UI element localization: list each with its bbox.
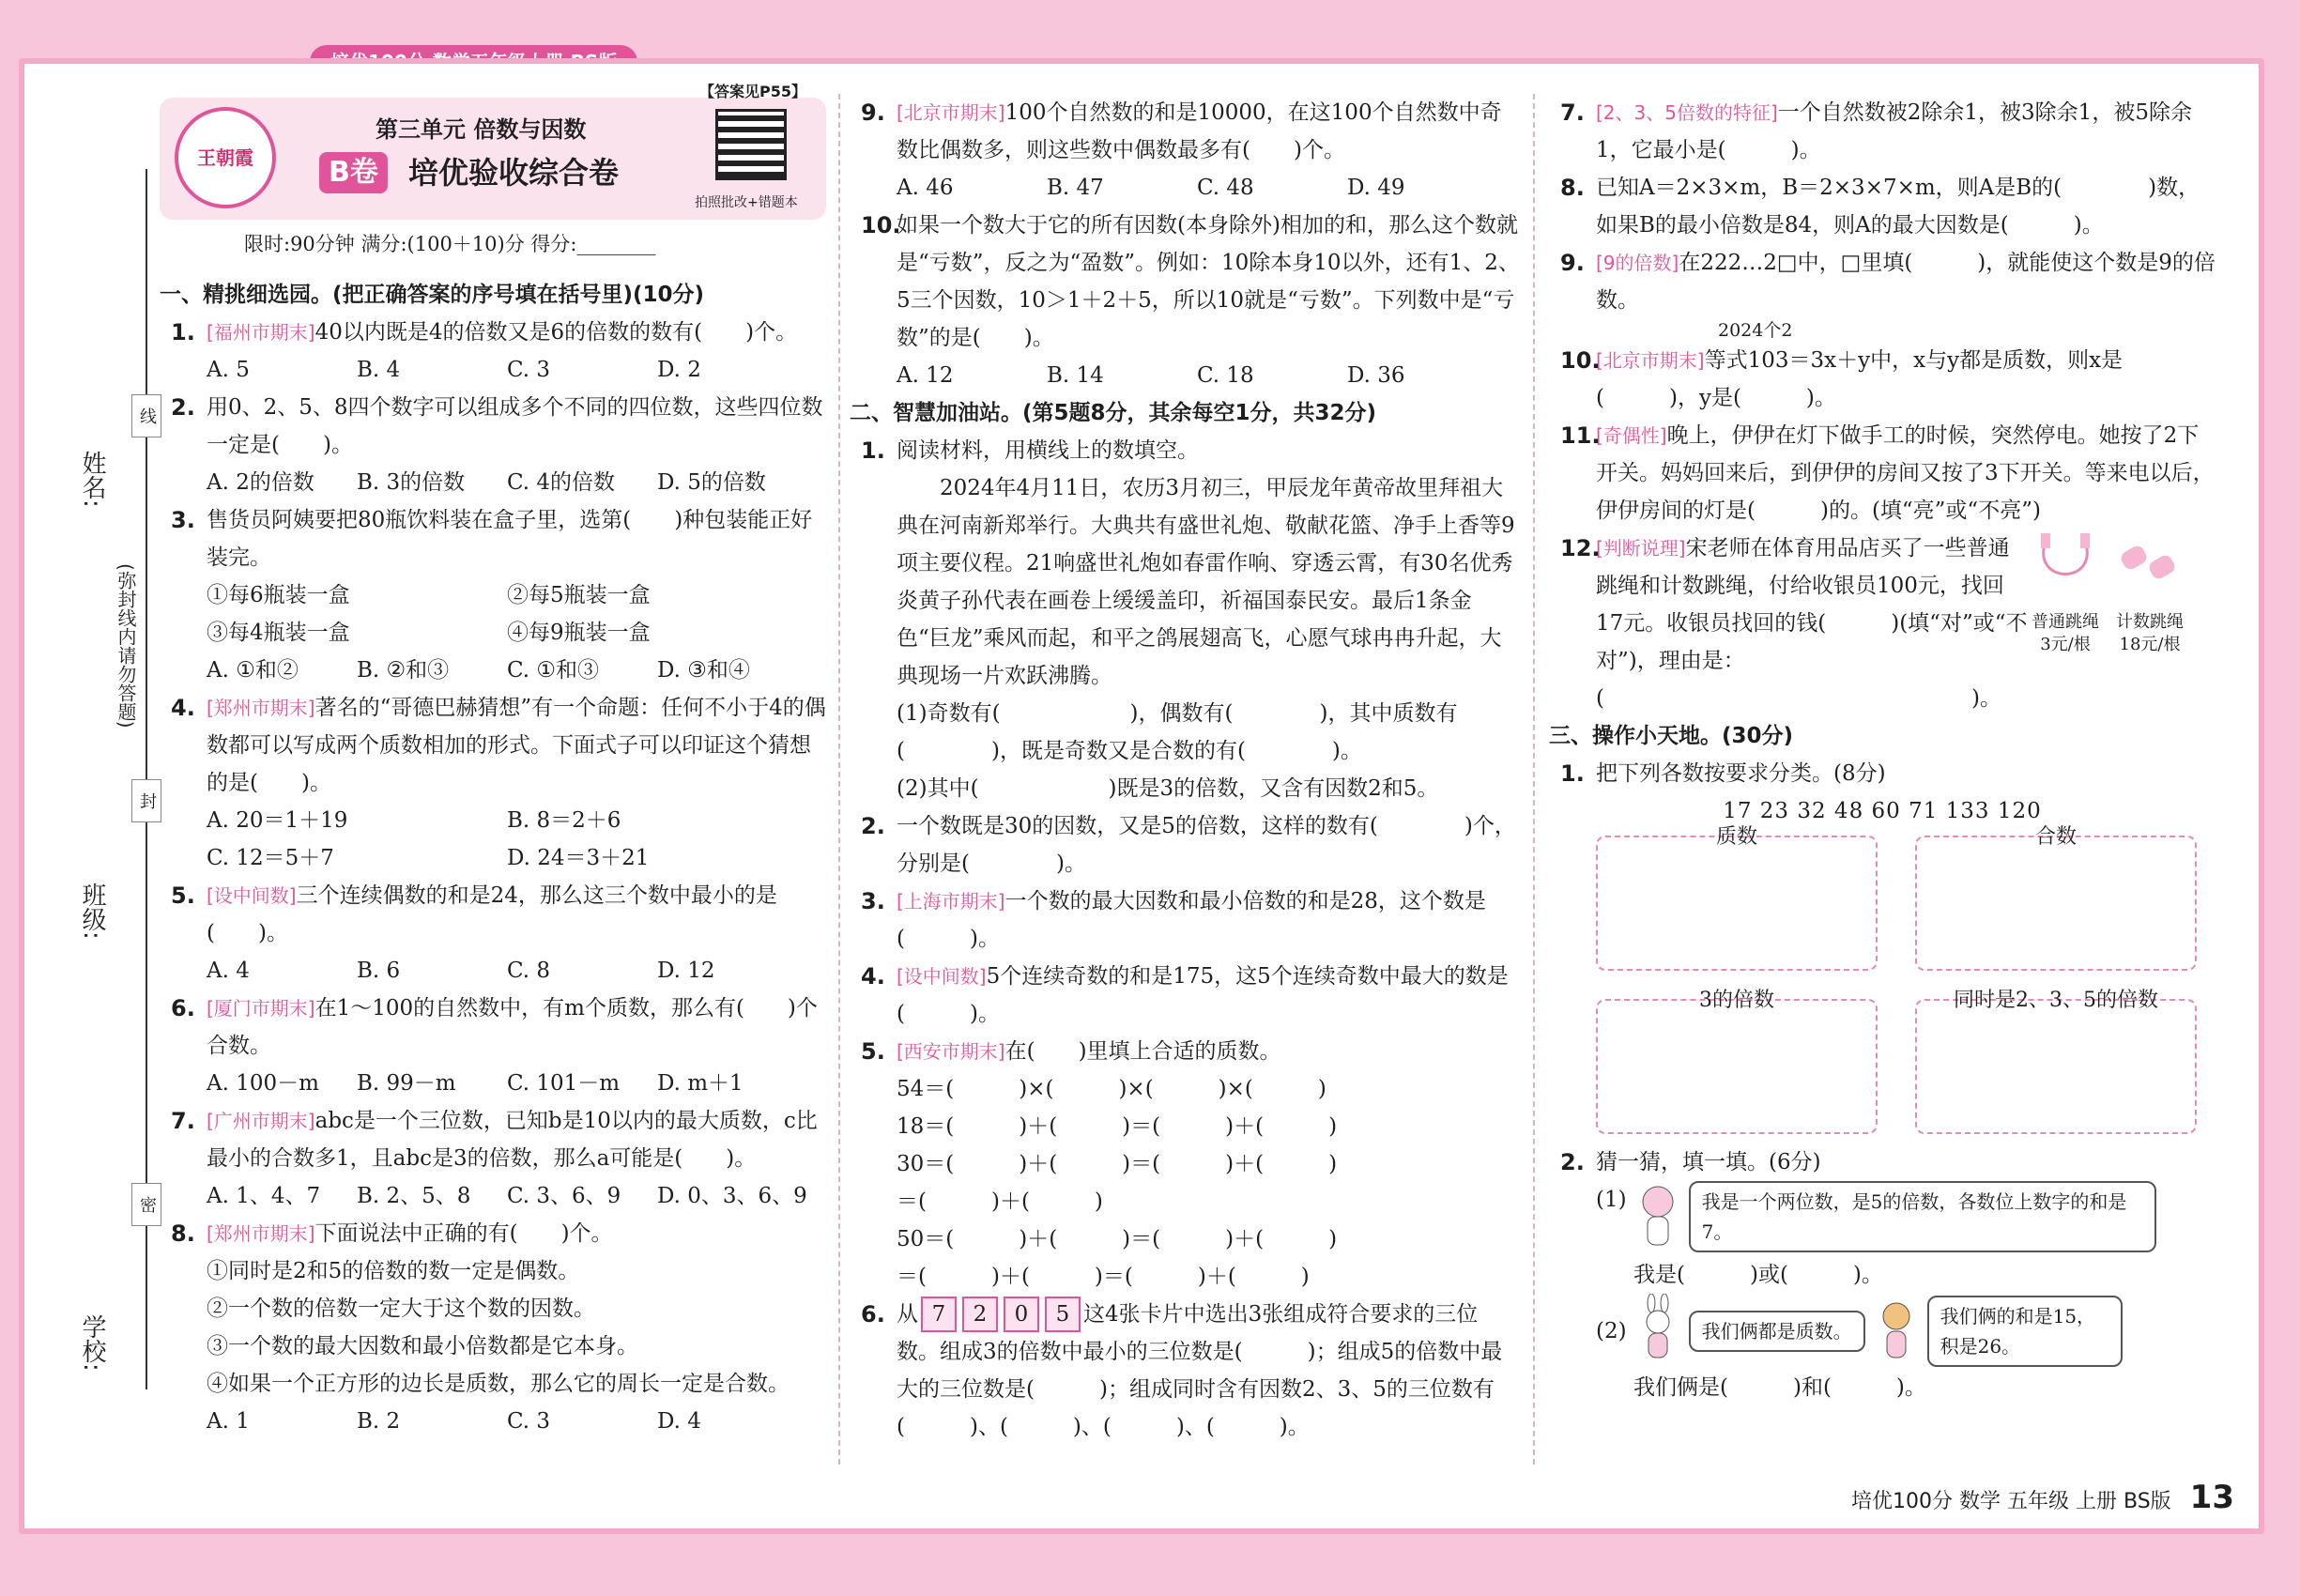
question-number: 10.: [1560, 347, 1601, 374]
fill-5: [850, 1033, 1521, 1070]
exam-limits: 限时:90分钟 满分:(100＋10)分 得分:________: [244, 233, 656, 255]
question-number: 12.: [1560, 535, 1601, 561]
reading-passage: 2024年4月11日，农历3月初三，甲辰龙年黄帝故里拜祖大典在河南新郑举行。大典共有盛世礼炮、敬献花篮、净手上香等9项主要仪程。21响盛世礼炮如春雷作响、穿透云霄，有30名优秀炎黄子孙代表在画卷上缓缓盖印，祈福国泰民安。最后1条金色“巨龙”乘风而起，和平之鸽展翅高飞，心愿气球冉冉升起，大典现场一片欢跃沸腾。: [897, 476, 1515, 688]
question-text: abc是一个三位数，已知b是10以内的最大质数，c比最小的合数多1，且abc是3的倍数，那么a可能是( )。: [207, 1109, 818, 1171]
column-2: [850, 94, 1521, 1446]
box-label: 合数: [2034, 825, 2077, 849]
option[interactable]: A. 46: [897, 176, 954, 200]
option[interactable]: A. 5: [207, 358, 250, 382]
option[interactable]: A. 4: [207, 959, 250, 983]
choice: ①每6瓶装一盒: [207, 583, 350, 607]
section-1-heading: 一、精挑细选园。(把正确答案的序号填在括号里)(10分): [160, 283, 705, 307]
class-field-label: 班级:: [78, 882, 106, 940]
speech-bubble: 我们俩都是质数。: [1689, 1311, 1865, 1352]
answer-reference: 【答案见P55】: [699, 83, 806, 100]
option[interactable]: C. 4的倍数: [507, 470, 616, 495]
page-number: 13: [2189, 1479, 2234, 1516]
options: [160, 802, 826, 877]
option[interactable]: A. 1、4、7: [207, 1184, 321, 1208]
volume-badge: B卷: [319, 152, 388, 193]
seal-note: (弥封线内请勿答题): [115, 563, 137, 729]
question-text: 猜一猜，填一填。(6分): [1596, 1150, 1821, 1174]
question-text: 已知A＝2×3×m，B＝2×3×7×m，则A是B的( )数，如果B的最小倍数是84，则A的最大因数是( )。: [1596, 176, 2200, 238]
classification-boxes: [1596, 825, 2216, 1134]
question-number: 5.: [171, 882, 195, 909]
question-number: 9.: [1560, 250, 1585, 276]
question-number: 2.: [861, 813, 885, 839]
question-text: 一个自然数被2除余1，被3除余1，被5除余1，它最小是( )。: [1596, 100, 2192, 162]
rope-price: 18元/根: [2119, 635, 2181, 654]
question-6: [160, 990, 826, 1065]
option[interactable]: C. 8: [507, 959, 551, 983]
number-list: 17 23 32 48 60 71 133 120: [1723, 799, 2042, 823]
question-number: 5.: [861, 1038, 885, 1065]
options: [160, 1403, 826, 1440]
page-footer: [1851, 1479, 2234, 1516]
option[interactable]: D. 5的倍数: [657, 470, 766, 495]
qr-code-icon[interactable]: [715, 109, 787, 180]
option[interactable]: A. 100－m: [207, 1071, 319, 1096]
question-number: 3.: [171, 507, 195, 533]
options: [160, 652, 826, 689]
option[interactable]: C. 101－m: [507, 1071, 621, 1096]
fill-11: [1549, 417, 2216, 529]
source-tag: [郑州市期末]: [207, 1222, 315, 1245]
source-tag: [郑州市期末]: [207, 697, 315, 719]
question-text: 三个连续偶数的和是24，那么这三个数中最小的是( )。: [207, 883, 777, 945]
number-card: 7: [921, 1297, 957, 1332]
option[interactable]: B. 99－m: [357, 1071, 456, 1096]
question-text: 这4张卡片中选出3张组成符合要求的三位数。组成3的倍数中最小的三位数是( )；组成5的倍数中最大的三位数是( )；组成同时含有因数2、3、5的三位数有( )、( )、( )、( )。: [897, 1302, 1503, 1439]
question-7: [160, 1102, 826, 1177]
source-tag: [西安市期末]: [897, 1040, 1005, 1063]
option[interactable]: D. ③和④: [657, 658, 750, 683]
sub-label: (1): [1596, 1188, 1627, 1212]
option[interactable]: D. 4: [657, 1409, 701, 1434]
question-number: 7.: [171, 1108, 195, 1134]
option[interactable]: B. 3的倍数: [357, 470, 466, 495]
option[interactable]: C. 12＝5＋7: [207, 846, 334, 870]
source-tag: [奇偶性]: [1596, 424, 1667, 447]
option[interactable]: C. 18: [1197, 363, 1254, 388]
column-divider: [838, 94, 840, 1465]
answer-line: 我是( )或( )。: [1633, 1263, 1883, 1287]
option[interactable]: C. 3: [507, 1409, 551, 1434]
exam-title: 培优验收综合卷: [408, 155, 620, 191]
option[interactable]: B. 47: [1047, 176, 1104, 200]
question-5: [160, 877, 826, 952]
statement: ②一个数的倍数一定大于这个数的因数。: [207, 1297, 595, 1321]
question-9: [850, 94, 1521, 169]
seal-mark-mi: 密: [131, 1183, 161, 1226]
question-text: 把下列各数按要求分类。(8分): [1596, 761, 1886, 786]
fill-10: [1549, 342, 2216, 417]
seal-mark-feng: 封: [131, 779, 161, 822]
question-8: [160, 1215, 826, 1252]
question-3: [160, 501, 826, 576]
question-number: 11.: [1560, 422, 1601, 449]
guess-1: [1549, 1181, 2216, 1256]
sub-label: (2): [1596, 1319, 1627, 1343]
source-tag: [9的倍数]: [1596, 252, 1679, 274]
statement: ③一个数的最大因数和最小倍数都是它本身。: [207, 1334, 638, 1358]
source-tag: [判断说理]: [1596, 537, 1686, 560]
column-1: [160, 84, 826, 1440]
question-text: 如果一个数大于它的所有因数(本身除外)相加的和，那么这个数就是“亏数”，反之为“盈数”。例如：10除本身10以外，还有1、2、5三个因数，10＞1＋2＋5，所以10就是“亏数”。下列数中是“亏数”的是( )。: [897, 213, 1520, 350]
speech-bubble: 我们俩的和是15，积是26。: [1927, 1296, 2123, 1367]
question-number: 6.: [861, 1301, 885, 1327]
question-text: 在222…2□中，□里填( )，就能使这个数是9的倍数。: [1596, 251, 2216, 313]
box-label: 同时是2、3、5的倍数: [1954, 989, 2158, 1012]
option[interactable]: B. 2: [357, 1409, 401, 1434]
source-tag: [福州市期末]: [207, 321, 315, 344]
box-primes[interactable]: [1596, 825, 1878, 971]
source-tag: [广州市期末]: [207, 1110, 315, 1132]
question-number: 2.: [171, 394, 195, 421]
exam-header: [160, 83, 826, 220]
equation-line: 18＝( )＋( )＝( )＋( ): [897, 1114, 1338, 1139]
question-text: 40以内既是4的倍数又是6的倍数的数有( )个。: [314, 320, 798, 345]
option[interactable]: D. 49: [1347, 176, 1405, 200]
op-2: [1549, 1143, 2216, 1181]
rope-name: 计数跳绳: [2116, 612, 2184, 632]
school-field-label: 学校:: [78, 1314, 106, 1372]
rope-item: [2112, 529, 2187, 717]
sub-question: (1)奇数有( )，偶数有( )，其中质数有( )，既是奇数又是合数的有( )。: [897, 701, 1458, 763]
option[interactable]: A. ①和②: [207, 658, 299, 683]
rope-name: 普通跳绳: [2032, 612, 2099, 632]
column-3: [1549, 94, 2216, 1406]
jump-rope-icon: [2028, 529, 2103, 605]
option[interactable]: A. 20＝1＋19: [207, 808, 348, 833]
op-1: [1549, 755, 2216, 792]
fill-12-text: [1596, 529, 2028, 717]
statement: ④如果一个正方形的边长是质数，那么它的周长一定是合数。: [207, 1372, 790, 1396]
question-number: 10.: [861, 212, 901, 238]
option[interactable]: D. 12: [657, 959, 715, 983]
question-text: 售货员阿姨要把80瓶饮料装在盒子里，选第( )种包装能正好装完。: [207, 508, 813, 570]
question-number: 8.: [171, 1220, 195, 1247]
question-number: 2.: [1560, 1149, 1585, 1175]
options: [160, 351, 826, 389]
equation-line: 54＝( )×( )×( )×( ): [897, 1077, 1326, 1101]
question-text: 5个连续奇数的和是175，这5个连续奇数中最大的数是( )。: [897, 964, 1509, 1026]
statement: ①同时是2和5的倍数的数一定是偶数。: [207, 1259, 580, 1283]
question-number: 4.: [171, 695, 195, 721]
fill-3: [850, 882, 1521, 958]
choice: ③每4瓶装一盒: [207, 621, 350, 645]
option[interactable]: B. ②和③: [357, 658, 450, 683]
question-text: 著名的“哥德巴赫猜想”有一个命题：任何不小于4的偶数都可以写成两个质数相加的形式。下面式子可以印证这个猜想的是( )。: [207, 696, 826, 795]
brand-logo: 王朝霞: [175, 107, 276, 208]
question-number: 1.: [861, 437, 885, 464]
seal-mark-line: 线: [131, 394, 161, 437]
question-number: 1.: [171, 319, 195, 345]
option[interactable]: A. 12: [897, 363, 954, 388]
fill-8: [1549, 169, 2216, 244]
fill-2: [850, 807, 1521, 882]
source-tag: [北京市期末]: [897, 101, 1005, 124]
footer-text: 培优100分 数学 五年级 上册 BS版: [1851, 1490, 2171, 1513]
source-tag: [设中间数]: [897, 965, 987, 988]
options: [160, 1177, 826, 1215]
rope-item: [2028, 529, 2103, 717]
option[interactable]: D. 24＝3＋21: [507, 846, 650, 870]
rabbit-icon: [1634, 1294, 1681, 1369]
question-text: 下面说法中正确的有( )个。: [314, 1221, 613, 1246]
question-1: [160, 314, 826, 351]
option[interactable]: B. 2、5、8: [357, 1184, 471, 1208]
equation-line: ＝( )＋( )＝( )＋( ): [897, 1265, 1310, 1289]
option[interactable]: C. 3: [507, 358, 551, 382]
box-label: 质数: [1715, 825, 1757, 849]
question-text: 阅读材料，用横线上的数填空。: [897, 438, 1199, 463]
option[interactable]: C. 3、6、9: [507, 1184, 621, 1208]
question-number: 6.: [171, 995, 195, 1021]
brace-label: 2024个2: [1718, 320, 1793, 341]
option[interactable]: B. 8＝2＋6: [507, 808, 621, 833]
answer-line: 我们俩是( )和( )。: [1633, 1375, 1926, 1400]
equation-line: ＝( )＋( ): [897, 1189, 1103, 1214]
equation-line: 50＝( )＋( )＝( )＋( ): [897, 1227, 1338, 1251]
box-multiples-2-3-5[interactable]: [1915, 989, 2197, 1134]
choices: [160, 576, 826, 652]
source-tag: [设中间数]: [207, 884, 297, 907]
question-text: 在1～100的自然数中，有m个质数，那么有( )个合数。: [207, 996, 818, 1058]
equation-line: 30＝( )＋( )＝( )＋( ): [897, 1152, 1338, 1176]
fill-9: [1549, 244, 2216, 319]
question-text: 用0、2、5、8四个数字可以组成多个不同的四位数，这些四位数一定是( )。: [207, 395, 823, 457]
question-text: 宋老师在体育用品店买了一些普通跳绳和计数跳绳，付给收银员100元，找回17元。收银员找回的钱( )(填“对”或“不对”)，理由是：( )。: [1596, 536, 2028, 711]
elephant-icon: [1634, 1181, 1681, 1256]
column-divider: [1533, 94, 1535, 1465]
question-prefix: 从: [897, 1302, 918, 1327]
question-text: 一个数既是30的因数，又是5的倍数，这样的数有( )个，分别是( )。: [897, 814, 1516, 876]
name-field-label: 姓名:: [78, 451, 106, 508]
fill-6: [850, 1296, 1521, 1446]
option[interactable]: D. 36: [1347, 363, 1405, 388]
question-text: 在( )里填上合适的质数。: [1004, 1039, 1281, 1064]
question-number: 1.: [1560, 760, 1585, 787]
box-composites[interactable]: [1915, 825, 2197, 971]
options: [850, 357, 1521, 394]
number-card: 5: [1045, 1297, 1081, 1332]
guess-2: [1549, 1294, 2216, 1369]
option[interactable]: B. 6: [357, 959, 401, 983]
binding-margin: [38, 169, 169, 1389]
option[interactable]: C. ①和③: [507, 658, 600, 683]
qr-caption: 拍照批改+错题本: [695, 195, 798, 210]
choice: ④每9瓶装一盒: [507, 621, 651, 645]
choice: ②每5瓶装一盒: [507, 583, 651, 607]
options: [160, 1065, 826, 1102]
fill-1: [850, 432, 1521, 469]
options: [160, 464, 826, 501]
option[interactable]: C. 48: [1197, 176, 1254, 200]
option[interactable]: B. 4: [357, 358, 401, 382]
question-number: 7.: [1560, 100, 1585, 126]
source-tag: [2、3、5倍数的特征]: [1596, 101, 1778, 124]
section-3-heading: 三、操作小天地。(30分): [1549, 724, 1794, 748]
question-2: [160, 389, 826, 464]
question-text: 100个自然数的和是10000，在这100个自然数中奇数比偶数多，则这些数中偶数最多有( )个。: [897, 100, 1502, 162]
question-10: [850, 207, 1521, 357]
option[interactable]: D. 0、3、6、9: [657, 1184, 807, 1208]
question-4: [160, 689, 826, 802]
option[interactable]: B. 14: [1047, 363, 1104, 388]
rope-price: 3元/根: [2040, 635, 2091, 654]
question-text: 晚上，伊伊在灯下做手工的时候，突然停电。她按了2下开关。妈妈回来后，到伊伊的房间又按了3下开关。等来电以后，伊伊房间的灯是( )的。(填“亮”或“不亮”): [1596, 423, 2215, 523]
jump-rope-prices: [2028, 529, 2216, 717]
source-tag: [上海市期末]: [897, 890, 1005, 913]
number-card: 0: [1004, 1297, 1039, 1332]
question-number: 4.: [861, 963, 885, 990]
box-multiples-of-3[interactable]: [1596, 989, 1878, 1134]
counting-rope-icon: [2112, 529, 2187, 605]
source-tag: [厦门市期末]: [207, 997, 315, 1020]
options: [850, 169, 1521, 207]
question-number: 8.: [1560, 175, 1585, 201]
question-number: 3.: [861, 888, 885, 914]
sub-question: (2)其中( )既是3的倍数，又含有因数2和5。: [897, 776, 1439, 801]
options: [160, 952, 826, 990]
speech-bubble: 我是一个两位数，是5的倍数，各数位上数字的和是7。: [1689, 1181, 2156, 1252]
option[interactable]: A. 1: [207, 1409, 250, 1434]
source-tag: [北京市期末]: [1596, 349, 1705, 372]
number-card: 2: [962, 1297, 998, 1332]
section-2-heading: 二、智慧加油站。(第5题8分，其余每空1分，共32分): [850, 401, 1377, 425]
option[interactable]: D. m＋1: [657, 1071, 744, 1096]
question-text: 一个数的最大因数和最小倍数的和是28，这个数是( )。: [897, 889, 1486, 951]
monkey-icon: [1873, 1294, 1920, 1369]
box-label: 3的倍数: [1699, 989, 1774, 1012]
fill-12: [1549, 529, 2216, 717]
question-text: 等式103＝3x＋y中，x与y都是质数，则x是( )，y是( )。: [1596, 348, 2124, 410]
fill-7: [1549, 94, 2216, 169]
unit-title: 第三单元 倍数与因数: [376, 116, 587, 143]
question-number: 9.: [861, 100, 885, 126]
option[interactable]: D. 2: [657, 358, 701, 382]
option[interactable]: A. 2的倍数: [207, 470, 314, 495]
fill-4: [850, 958, 1521, 1033]
